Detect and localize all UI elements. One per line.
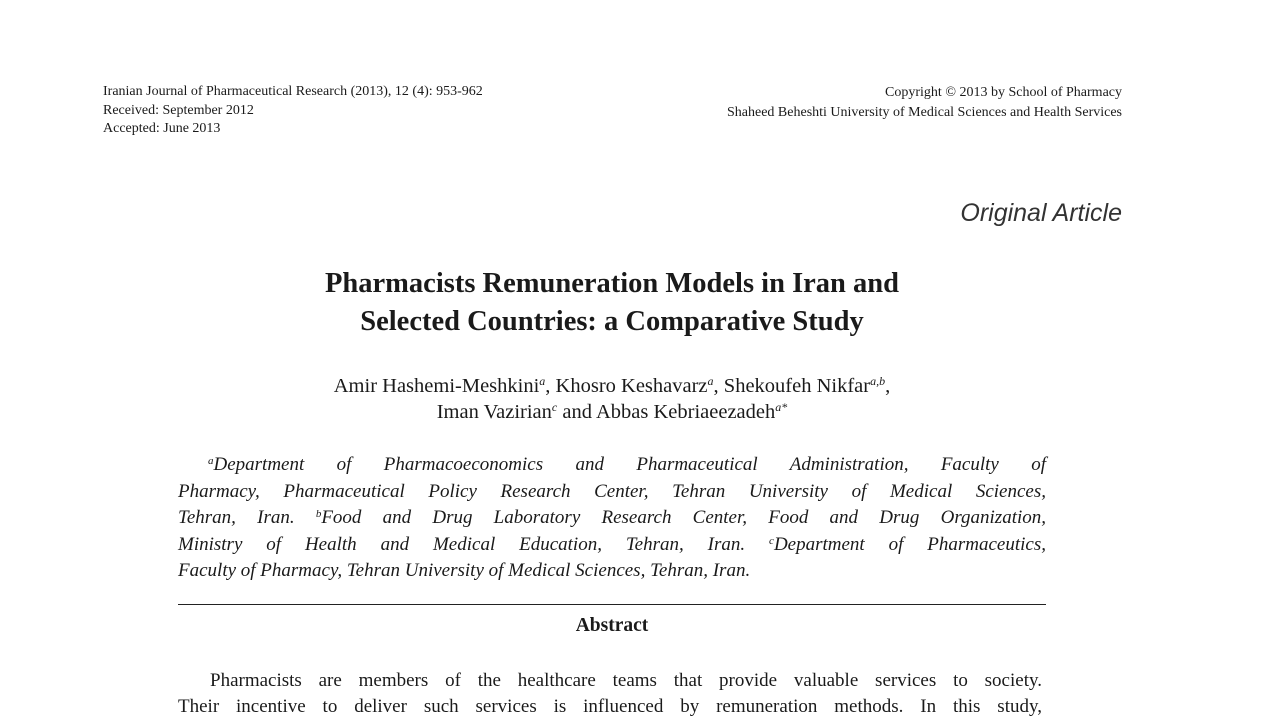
paper-title	[178, 265, 1046, 340]
author-line-2	[178, 399, 1046, 425]
affiliation-marker: b	[315, 508, 322, 520]
affiliation-line-4	[178, 532, 1046, 559]
section-divider	[178, 604, 1046, 605]
affiliation-marker: c	[551, 400, 558, 414]
affiliation-line-3	[178, 505, 1046, 532]
journal-header	[103, 83, 483, 139]
author-separator: ,	[713, 375, 724, 397]
author-name: Abbas Kebriaeezadeh	[595, 401, 776, 423]
author-name: Amir Hashemi-Meshkini	[333, 375, 540, 397]
abstract-body	[178, 668, 1042, 720]
affiliation-line-1	[178, 452, 1046, 479]
accepted-date: Accepted: June 2013	[103, 121, 221, 136]
affiliations-block	[178, 452, 1046, 585]
affiliation-text: Department of Pharmaceutics,	[773, 533, 1046, 555]
affiliation-text: Food and Drug Laboratory Research Center, Food and Drug Organization,	[321, 507, 1046, 528]
affiliation-marker: c	[769, 534, 774, 547]
author-separator: ,	[545, 375, 556, 397]
author-line-1	[178, 373, 1046, 399]
received-date: Received: September 2012	[103, 102, 254, 118]
abstract-heading: Abstract	[575, 615, 649, 636]
author-list	[178, 373, 1046, 425]
author-separator: ,	[885, 375, 891, 397]
copyright-line: Copyright © 2013 by School of Pharmacy	[885, 85, 1122, 100]
abstract-line: Their incentive to deliver such services is influenced by remuneration methods. In this study,	[178, 696, 1042, 717]
author-name: Iman Vazirian	[436, 401, 552, 423]
title-line-2: Selected Countries: a Comparative Study	[360, 305, 864, 337]
author-separator: and	[557, 401, 596, 423]
affiliation-marker: a	[539, 374, 546, 388]
author-name: Khosro Keshavarz	[555, 375, 708, 397]
affiliation-text: Ministry of Health and Medical Education, Tehran, Iran.	[178, 533, 770, 555]
affiliation-marker: a,b	[870, 374, 886, 388]
institution-line: Shaheed Beheshti University of Medical Sciences and Health Services	[727, 104, 1122, 120]
abstract-line: Pharmacists are members of the healthcare teams that provide valuable services to society.	[210, 670, 1042, 691]
journal-citation: Iranian Journal of Pharmaceutical Research (2013), 12 (4): 953-962	[103, 84, 483, 99]
article-type-label: Original Article	[960, 199, 1122, 227]
affiliation-line-2: Pharmacy, Pharmaceutical Policy Research Center, Tehran University of Medical Sciences,	[178, 480, 1046, 502]
affiliation-marker: a*	[775, 400, 788, 414]
copyright-header	[727, 83, 1122, 122]
title-line-1: Pharmacists Remuneration Models in Iran and	[325, 268, 899, 299]
affiliation-marker: a	[707, 374, 714, 388]
affiliation-text: Tehran, Iran.	[178, 507, 316, 528]
affiliation-marker: a	[208, 455, 214, 467]
author-name: Shekoufeh Nikfar	[723, 375, 871, 397]
affiliation-line-5: Faculty of Pharmacy, Tehran University of Medical Sciences, Tehran, Iran.	[178, 560, 751, 581]
affiliation-text: Department of Pharmacoeconomics and Pharmaceutical Administration, Faculty of	[213, 454, 1046, 475]
